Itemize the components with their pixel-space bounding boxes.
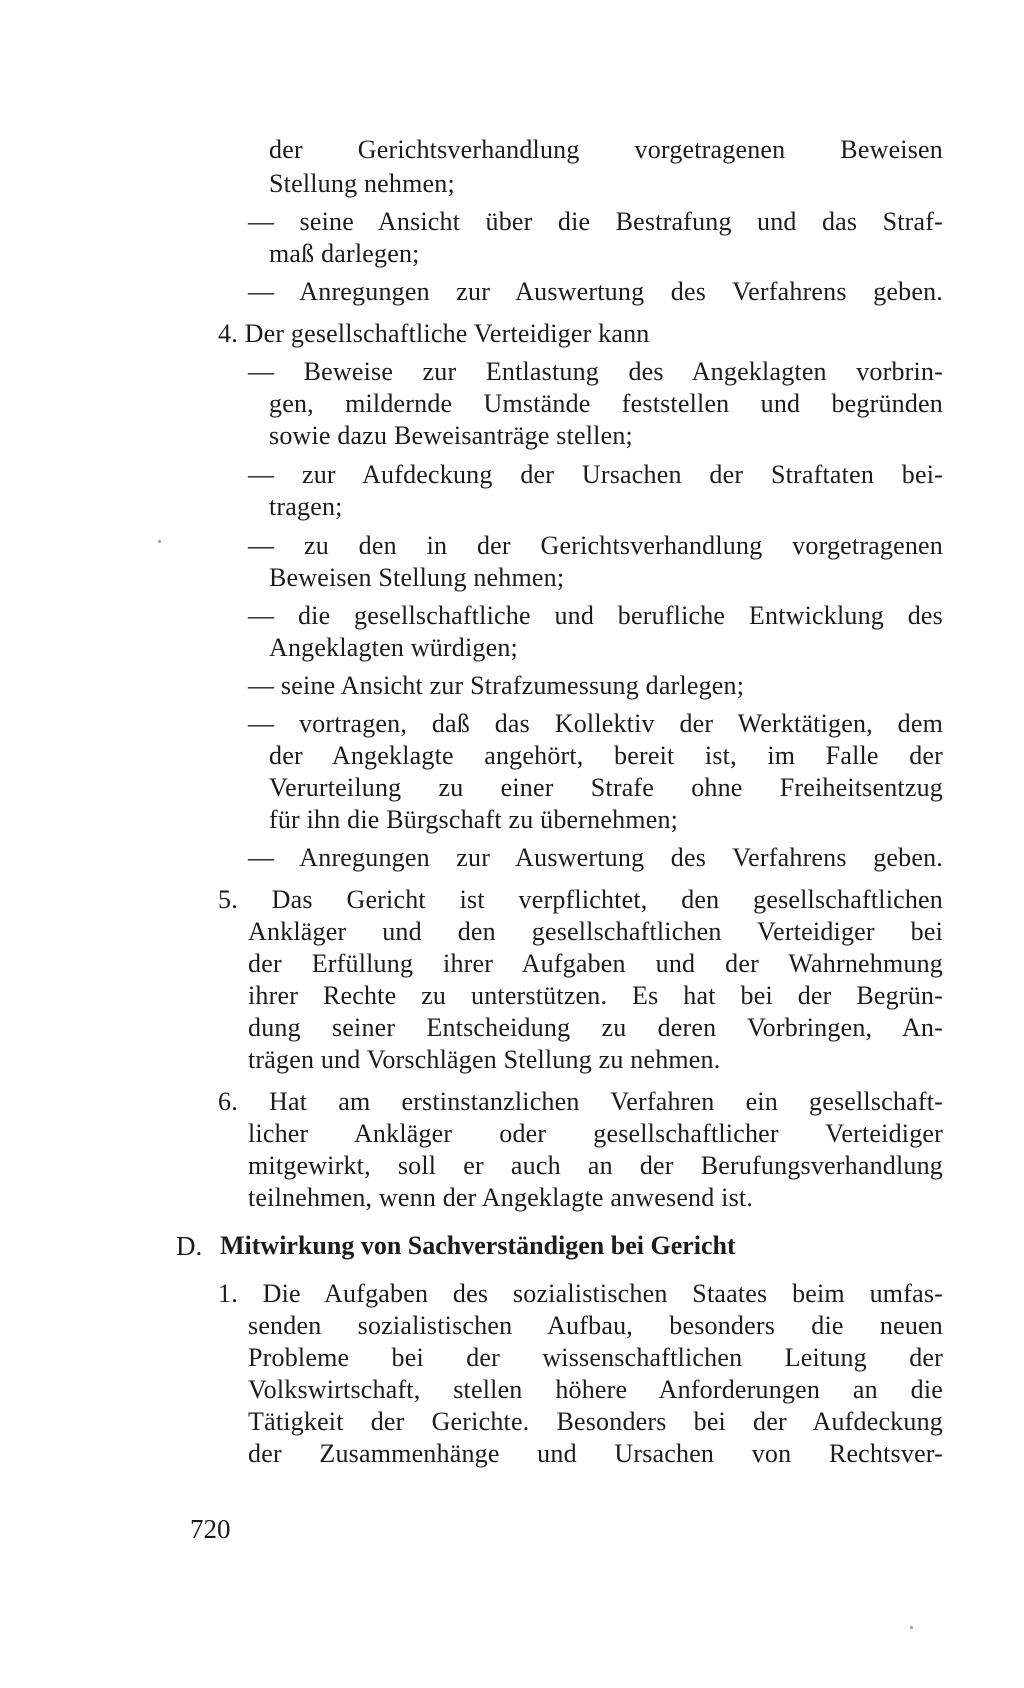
text-line: 5. Das Gericht ist verpflichtet, den gesellschaftlichen — [218, 885, 943, 914]
text-line: Beweisen Stellung nehmen; — [269, 563, 565, 592]
text-line: — Anregungen zur Auswertung des Verfahrens geben. — [248, 277, 943, 306]
text-line: Tätigkeit der Gerichte. Besonders bei der Aufdeckung — [248, 1407, 943, 1436]
text-line: Volkswirtschaft, stellen höhere Anforderungen an die — [248, 1375, 943, 1404]
text-line: — zur Aufdeckung der Ursachen der Straftaten bei- — [248, 460, 943, 489]
text-line: senden sozialistischen Aufbau, besonders die neuen — [248, 1311, 943, 1340]
text-line: licher Ankläger oder gesellschaftlicher Verteidiger — [248, 1119, 943, 1148]
section-heading: Mitwirkung von Sachverständigen bei Gericht — [220, 1231, 736, 1260]
text-line: der Angeklagte angehört, bereit ist, im Falle der — [269, 741, 943, 770]
text-line: maß darlegen; — [269, 239, 420, 268]
text-line: Probleme bei der wissenschaftlichen Leitung der — [248, 1343, 943, 1372]
page-number: 720 — [190, 1514, 231, 1544]
text-line: — zu den in der Gerichtsverhandlung vorgetragenen — [248, 531, 943, 560]
text-line: für ihn die Bürgschaft zu übernehmen; — [269, 805, 679, 834]
text-line: ihrer Rechte zu unterstützen. Es hat bei der Begrün- — [248, 981, 943, 1010]
text-line: Stellung nehmen; — [269, 169, 455, 198]
section-letter: D. — [176, 1231, 203, 1261]
text-line: 1. Die Aufgaben des sozialistischen Staates beim umfas- — [218, 1279, 943, 1308]
scan-speck — [910, 1626, 913, 1629]
text-line: teilnehmen, wenn der Angeklagte anwesend ist. — [248, 1183, 754, 1212]
text-line: — Beweise zur Entlastung des Angeklagten vorbrin- — [248, 357, 943, 386]
text-line: — Anregungen zur Auswertung des Verfahrens geben. — [248, 843, 943, 872]
text-line: — seine Ansicht zur Strafzumessung darlegen; — [248, 671, 745, 700]
scan-speck — [158, 540, 161, 543]
text-line: 6. Hat am erstinstanzlichen Verfahren ein gesellschaft- — [218, 1087, 943, 1116]
text-line: Angeklagten würdigen; — [269, 633, 518, 662]
text-line: der Zusammenhänge und Ursachen von Rechtsver- — [248, 1439, 943, 1468]
text-line: sowie dazu Beweisanträge stellen; — [269, 421, 633, 450]
text-line: der Gerichtsverhandlung vorgetragenen Beweisen — [269, 135, 943, 164]
text-line: gen, mildernde Umstände feststellen und begründen — [269, 389, 943, 418]
text-line: 4. Der gesellschaftliche Verteidiger kann — [218, 319, 650, 348]
text-line: Verurteilung zu einer Strafe ohne Freiheitsentzug — [269, 773, 943, 802]
text-line: Ankläger und den gesellschaftlichen Verteidiger bei — [248, 917, 943, 946]
text-line: der Erfüllung ihrer Aufgaben und der Wahrnehmung — [248, 949, 943, 978]
text-line: — vortragen, daß das Kollektiv der Werktätigen, dem — [248, 709, 943, 738]
text-line: trägen und Vorschlägen Stellung zu nehmen. — [248, 1045, 721, 1074]
text-line: — die gesellschaftliche und berufliche Entwicklung des — [248, 601, 943, 630]
text-line: — seine Ansicht über die Bestrafung und das Straf- — [248, 207, 943, 236]
text-line: tragen; — [269, 492, 343, 521]
text-line: mitgewirkt, soll er auch an der Berufungsverhandlung — [248, 1151, 943, 1180]
text-line: dung seiner Entscheidung zu deren Vorbringen, An- — [248, 1013, 943, 1042]
